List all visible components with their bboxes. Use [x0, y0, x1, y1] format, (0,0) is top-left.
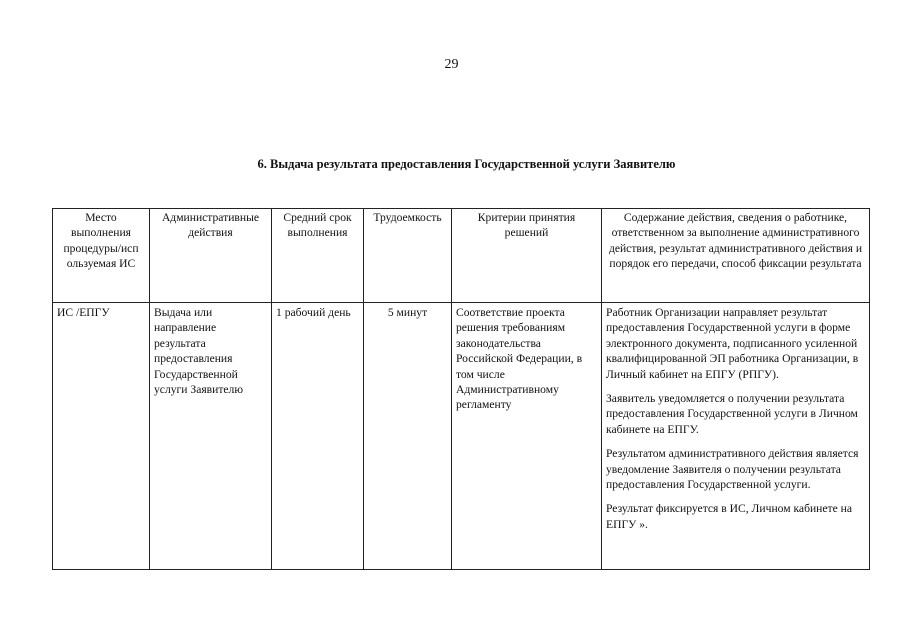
header-actions: Административные действия [150, 209, 272, 303]
content-paragraph: Заявитель уведомляется о получении результата предоставления Государственной услуги в Личном кабинете на ЕПГУ. [606, 392, 858, 436]
header-labor: Трудоемкость [364, 209, 452, 303]
procedure-table [52, 208, 870, 570]
table-row [53, 303, 870, 570]
cell-place: ИС /ЕПГУ [53, 303, 150, 570]
content-paragraph: Работник Организации направляет результат предоставления Государственной услуги в форме электронного документа, подписанного усиленной квалифицированной ЭП работника Организации, в Личный кабинет на ЕПГУ (РПГУ). [606, 306, 859, 381]
header-term: Средний срок выполнения [272, 209, 364, 303]
cell-labor: 5 минут [364, 303, 452, 570]
table-header-row [53, 209, 870, 303]
content-paragraph: Результат фиксируется в ИС, Личном кабинете на ЕПГУ ». [606, 502, 852, 531]
section-title: 6. Выдача результата предоставления Государственной услуги Заявителю [257, 157, 676, 171]
content-paragraph: Результатом административного действия является уведомление Заявителя о получении результата предоставления Государственной услуги. [606, 447, 859, 492]
cell-criteria: Соответствие проекта решения требованиям законодательства Российской Федерации, в том числе Административному регламенту [452, 303, 602, 570]
cell-term: 1 рабочий день [272, 303, 364, 570]
header-criteria: Критерии принятия решений [452, 209, 602, 303]
page-number: 29 [444, 57, 459, 72]
cell-content [602, 303, 870, 570]
header-content: Содержание действия, сведения о работнике, ответственном за выполнение административного действия, результат административного действия и порядок его передачи, способ фиксации результата [602, 209, 870, 303]
cell-actions: Выдача или направление результата предоставления Государственной услуги Заявителю [150, 303, 272, 570]
header-place: Место выполнения процедуры/исп ользуемая ИС [53, 209, 150, 303]
